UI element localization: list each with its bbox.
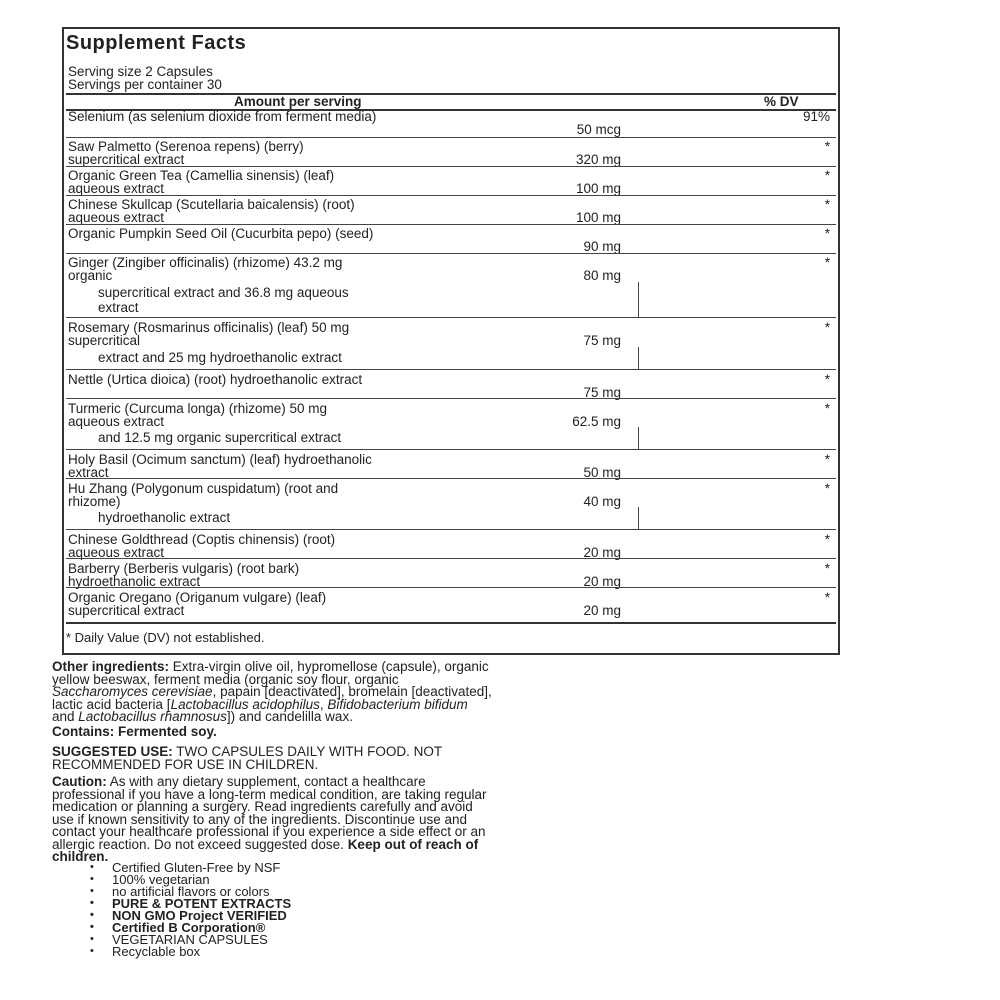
divider	[66, 369, 836, 370]
row-dv: *	[824, 255, 830, 270]
row-dv: *	[824, 320, 830, 335]
row-amount: 75 mg	[583, 333, 621, 348]
row-amount: 40 mg	[583, 494, 621, 509]
text-line: use if known sensitivity to any of the ingredients. Discontinue use and	[52, 811, 467, 827]
row-dv: *	[824, 401, 830, 416]
row-dv: *	[824, 481, 830, 496]
column-divider	[638, 282, 639, 317]
claim-item: • Recyclable box	[90, 946, 291, 958]
row-amount: 50 mg	[583, 465, 621, 480]
row-amount: 50 mcg	[576, 122, 621, 137]
row-amount: 20 mg	[583, 574, 621, 589]
panel-title: Supplement Facts	[66, 32, 247, 54]
row-dv: *	[824, 372, 830, 387]
row-dv: 91%	[802, 109, 830, 124]
row-name-cont: aqueous extract	[68, 414, 165, 429]
text-line: Extra-virgin olive oil, hypromellose (capsule), organic	[169, 659, 489, 674]
claim-item: • no artificial flavors or colors	[90, 886, 291, 898]
text-line: ]) and candelilla wax.	[226, 709, 353, 724]
row-name: Selenium (as selenium dioxide from ferment media)	[68, 109, 377, 124]
row-amount: 80 mg	[583, 268, 621, 283]
dv-footnote: * Daily Value (DV) not established.	[66, 630, 265, 645]
caution-label: Caution:	[52, 774, 107, 789]
italic-text: Bifidobacterium bifidum	[327, 696, 468, 712]
divider	[66, 195, 836, 196]
hu-zhang-subline: hydroethanolic extract	[98, 510, 231, 525]
row-name: Rosemary (Rosmarinus officinalis) (leaf) 50 mg	[68, 320, 350, 335]
rosemary-subline: extract and 25 mg hydroethanolic extract	[98, 350, 342, 365]
row-name: Organic Green Tea (Camellia sinensis) (leaf)	[68, 168, 335, 183]
row-amount: 75 mg	[583, 385, 621, 400]
text-line: yellow beeswax, ferment media (organic soy flour, organic	[52, 671, 399, 687]
row-amount: 20 mg	[583, 603, 621, 618]
row-name: Organic Oregano (Origanum vulgare) (leaf)	[68, 590, 327, 605]
row-dv: *	[824, 561, 830, 576]
row-dv: *	[824, 226, 830, 241]
divider	[66, 224, 836, 225]
row-name-cont: supercritical extract	[68, 603, 185, 618]
divider	[66, 449, 836, 450]
row-dv: *	[824, 590, 830, 605]
claim-item: • 100% vegetarian	[90, 874, 291, 886]
row-amount: 90 mg	[583, 239, 621, 254]
italic-text: Lactobacillus acidophilus	[170, 696, 320, 712]
row-name: Turmeric (Curcuma longa) (rhizome) 50 mg	[68, 401, 328, 416]
serving-size: Serving size 2 Capsules	[68, 64, 213, 79]
row-name-cont: hydroethanolic extract	[68, 574, 201, 589]
row-amount: 62.5 mg	[572, 414, 621, 429]
keep-away-text: children.	[52, 849, 109, 864]
dv-header: % DV	[764, 94, 799, 109]
row-name-cont: aqueous extract	[68, 210, 165, 225]
column-divider	[638, 347, 639, 369]
row-name: Chinese Goldthread (Coptis chinensis) (root)	[68, 532, 336, 547]
ginger-subline: extract	[98, 300, 139, 315]
row-name: Organic Pumpkin Seed Oil (Cucurbita pepo) (seed)	[68, 226, 374, 241]
row-name: Nettle (Urtica dioica) (root) hydroethanolic extract	[68, 372, 363, 387]
row-name: Saw Palmetto (Serenoa repens) (berry)	[68, 139, 304, 154]
text-line: TWO CAPSULES DAILY WITH FOOD. NOT	[172, 744, 443, 759]
servings-per-container: Servings per container 30	[68, 77, 222, 92]
row-dv: *	[824, 532, 830, 547]
row-name: Hu Zhang (Polygonum cuspidatum) (root and	[68, 481, 339, 496]
divider	[66, 398, 836, 399]
divider	[66, 558, 836, 559]
row-amount: 100 mg	[575, 181, 621, 196]
row-dv: *	[824, 139, 830, 154]
italic-text: Lactobacillus rhamnosus	[78, 709, 227, 724]
row-name: Ginger (Zingiber officinalis) (rhizome) 43.2 mg	[68, 255, 343, 270]
divider	[66, 317, 836, 318]
suggested-use	[52, 746, 852, 771]
row-dv: *	[824, 452, 830, 467]
text-line: , papain [deactivated], bromelain [deactivated],	[212, 684, 492, 699]
keep-away-text: Keep out of reach of	[347, 836, 479, 852]
divider	[66, 478, 836, 479]
row-name-cont: organic	[68, 268, 113, 283]
row-amount: 20 mg	[583, 545, 621, 560]
claim-item: • Certified Gluten-Free by NSF	[90, 862, 291, 874]
other-ingredients-label: Other ingredients:	[52, 659, 170, 674]
contains-statement: Contains: Fermented soy.	[52, 724, 217, 739]
text-line: RECOMMENDED FOR USE IN CHILDREN.	[52, 756, 319, 772]
row-name-cont: aqueous extract	[68, 181, 165, 196]
row-dv: *	[824, 197, 830, 212]
ginger-subline: supercritical extract and 36.8 mg aqueous	[98, 285, 349, 300]
row-name: Chinese Skullcap (Scutellaria baicalensis) (root)	[68, 197, 355, 212]
text-line: professional if you have a long-term medical condition, are taking regular	[52, 786, 487, 802]
claim-item: • PURE & POTENT EXTRACTS	[90, 898, 291, 910]
row-name: Holy Basil (Ocimum sanctum) (leaf) hydroethanolic	[68, 452, 372, 467]
claims-list	[90, 862, 291, 958]
row-name-cont: rhizome)	[68, 494, 121, 509]
row-name-cont: supercritical extract	[68, 152, 185, 167]
turmeric-subline: and 12.5 mg organic supercritical extract	[98, 430, 342, 445]
row-name-cont: supercritical	[68, 333, 141, 348]
text-sep: ,	[319, 696, 328, 712]
other-ingredients	[52, 661, 852, 724]
text-line: contact your healthcare professional if you experience a side effect or an	[52, 824, 486, 839]
row-amount: 320 mg	[575, 152, 621, 167]
amount-header: Amount per serving	[234, 94, 362, 109]
text-line: medication or planning a surgery. Read ingredients carefully and avoid	[52, 799, 473, 814]
row-dv: *	[824, 168, 830, 183]
suggested-use-label: SUGGESTED USE:	[52, 744, 173, 759]
divider	[66, 529, 836, 530]
row-amount: 100 mg	[575, 210, 621, 225]
column-divider	[638, 507, 639, 529]
divider	[66, 137, 836, 138]
row-name-cont: extract	[68, 465, 109, 480]
claim-item: • NON GMO Project VERIFIED	[90, 910, 291, 922]
row-name-cont: aqueous extract	[68, 545, 165, 560]
text-line: As with any dietary supplement, contact a healthcare	[106, 774, 426, 789]
text-line: and	[52, 709, 79, 724]
claim-item: • VEGETARIAN CAPSULES	[90, 934, 291, 946]
divider	[66, 253, 836, 254]
text-line: allergic reaction. Do not exceed suggested dose.	[52, 836, 348, 852]
column-divider	[638, 427, 639, 449]
text-line: lactic acid bacteria [	[52, 696, 171, 712]
divider	[66, 587, 836, 588]
claim-item: • Certified B Corporation®	[90, 922, 291, 934]
row-name: Barberry (Berberis vulgaris) (root bark)	[68, 561, 300, 576]
caution	[52, 776, 852, 864]
divider-thick	[66, 622, 836, 624]
divider	[66, 166, 836, 167]
italic-text: Saccharomyces cerevisiae	[52, 684, 213, 699]
